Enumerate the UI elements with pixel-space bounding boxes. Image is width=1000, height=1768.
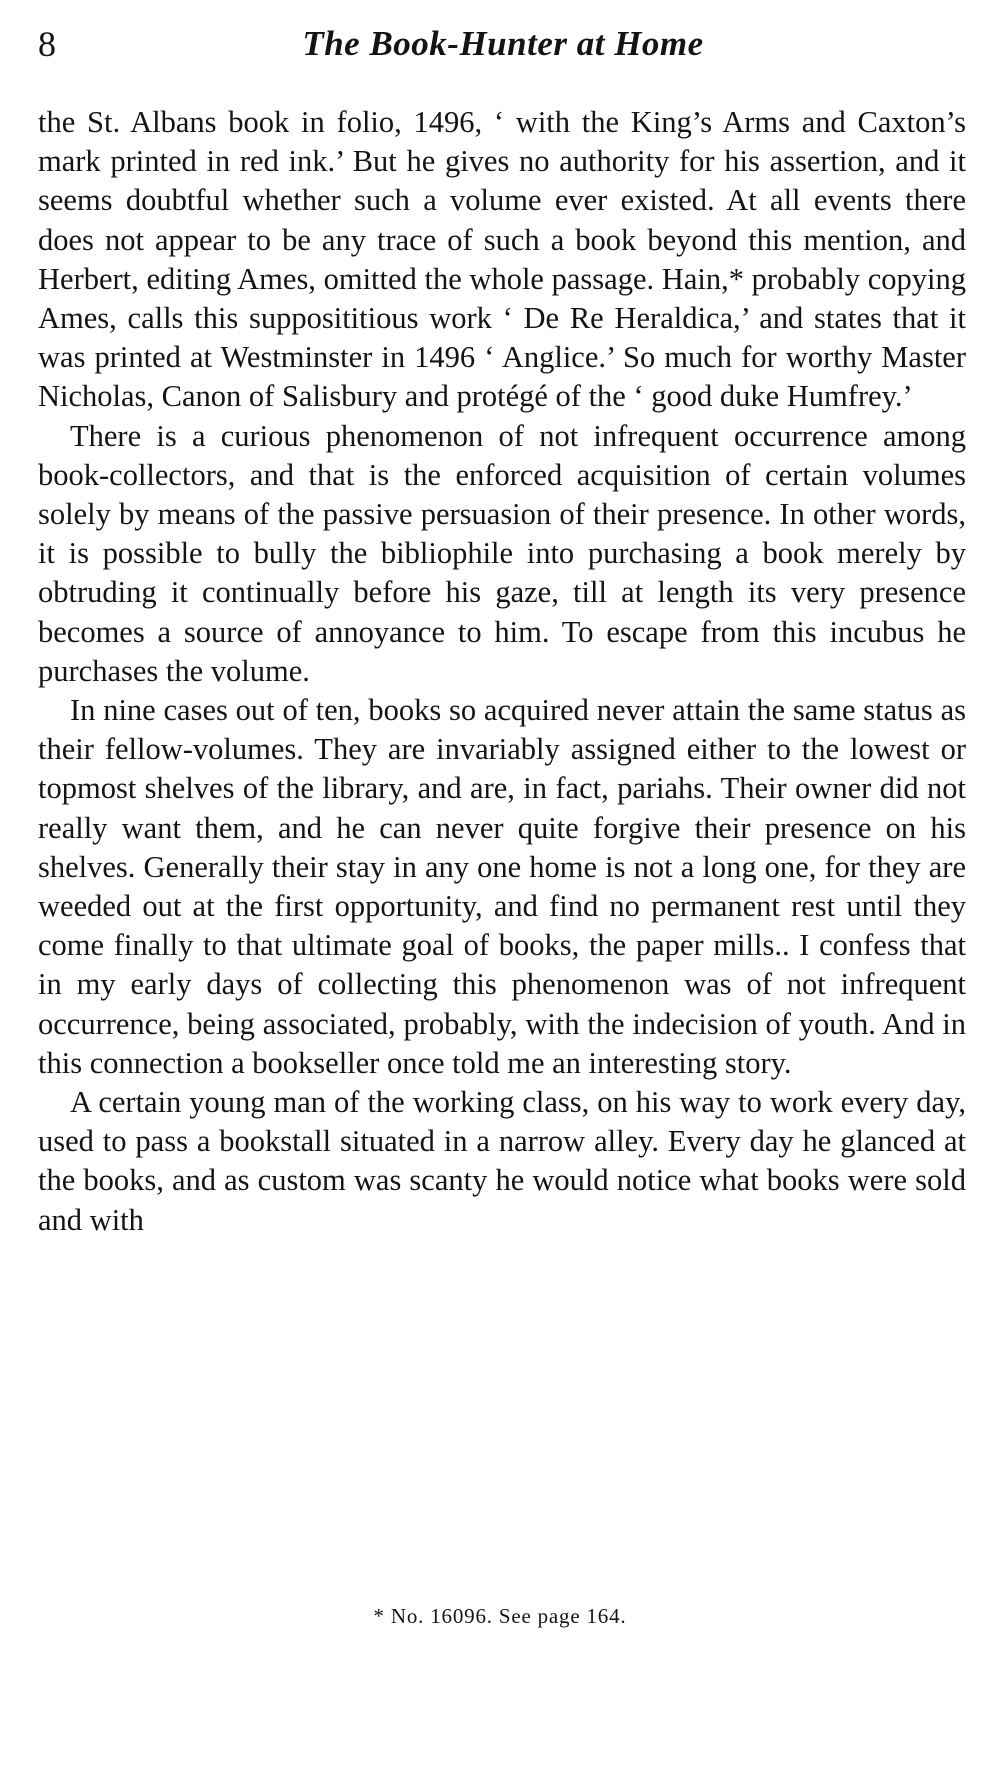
paragraph-young-man: A certain young man of the working class, on his way to work every day, used to pass a bookstall situated in a narrow alley. Every day he glanced at the books, and as custom was scanty he would notice what books were sold and with xyxy=(38,1085,966,1237)
footnote: * No. 16096. See page 164. xyxy=(373,1604,627,1628)
paragraph-phenomenon: There is a curious phenomenon of not infrequent occurrence among book-collectors, and that is the enforced acquisition of certain volumes solely by means of the passive persuasion of their presence. In other words, it is possible to bully the bibliophile into purchasing a book merely by obtruding it continually before his gaze, till at length its very presence becomes a source of annoyance to him. To escape from this incubus he purchases the volume. xyxy=(38,418,966,688)
page-number: 8 xyxy=(38,24,56,64)
paragraph-nine-cases: In nine cases out of ten, books so acquired never attain the same status as their fellow-volumes. They are invariably assigned either to the lowest or topmost shelves of the library, and are, in fact, pariahs. Their owner did not really want them, and he can never quite forgive their presence on his shelves. Generally their stay in any one home is not a long one, for they are weeded out at the first opportunity, and find no permanent rest until they come finally to that ultimate goal of books, the paper mills.. I confess that in my early days of collecting this phenomenon was of not infrequent occurrence, being associated, probably, with the indecision of youth. And in this connection a bookseller once told me an interesting story. xyxy=(38,693,966,1080)
paragraph-continued: the St. Albans book in folio, 1496, ‘ with the King’s Arms and Caxton’s mark printed in red ink.’ But he gives no authority for his assertion, and it seems doubtful whether such a volume ever existed. At all events there does not appear to be any trace of such a book beyond this mention, and Herbert, editing Ames, omitted the whole passage. Hain,* probably copying Ames, calls this supposititious work ‘ De Re Heraldica,’ and states that it was printed at Westminster in 1496 ‘ Anglice.’ So much for worthy Master Nicholas, Canon of Salisbury and protégé of the ‘ good duke Humfrey.’ xyxy=(38,105,966,414)
running-title: The Book-Hunter at Home xyxy=(302,24,704,63)
running-head xyxy=(38,18,968,68)
body-text xyxy=(38,103,966,1240)
